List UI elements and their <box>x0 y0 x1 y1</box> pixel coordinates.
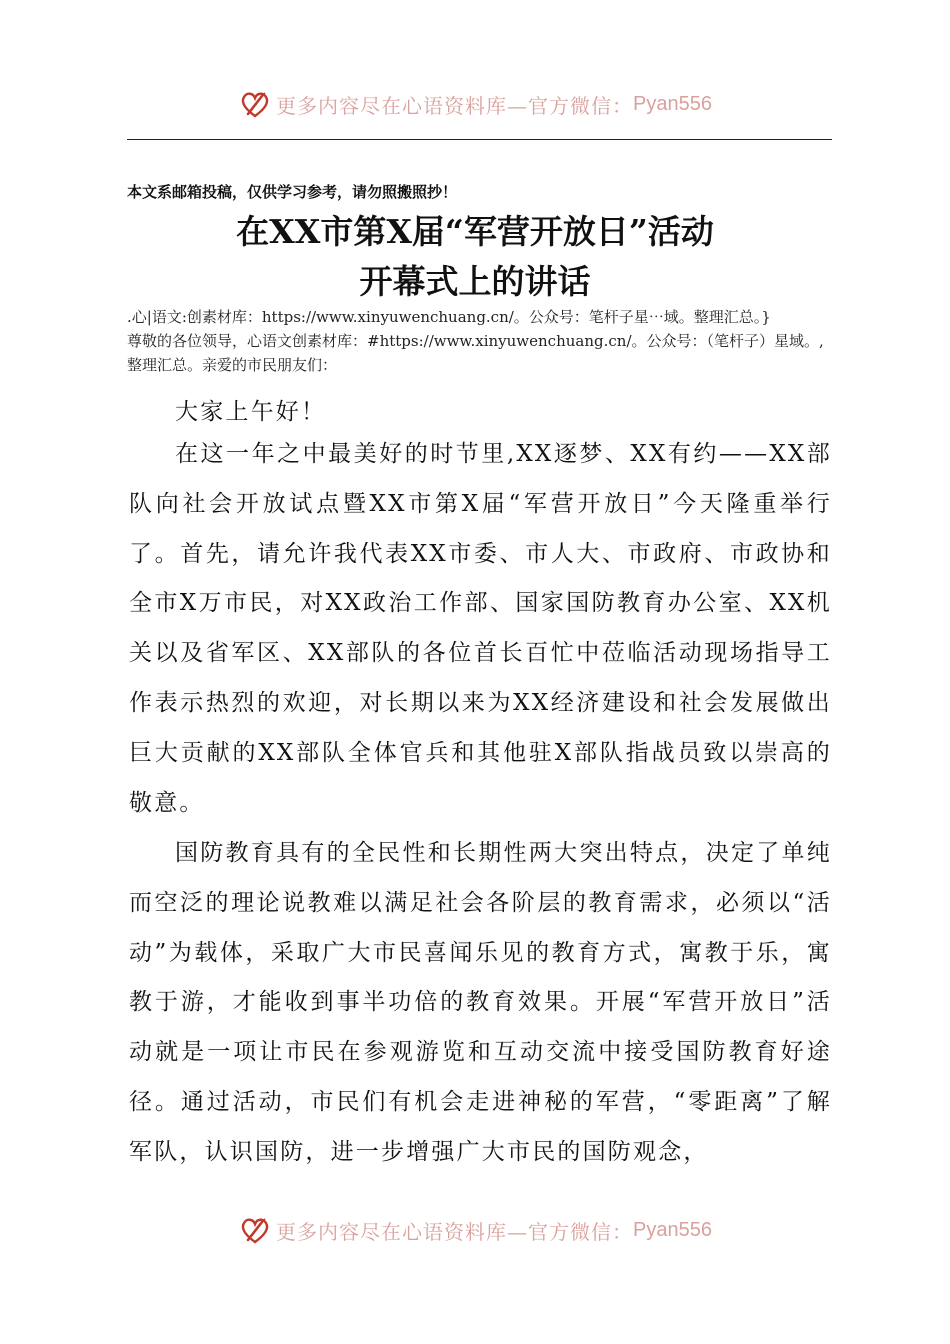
greeting-text: 大家上午好！ <box>175 399 327 425</box>
header-banner <box>0 84 950 124</box>
source-line-2: 尊敬的各位领导，心语文创素材库：#https://www.xinyuwenchuang.cn/。公众号：（笔杆子）星域。,整理汇总。亲爱的市民朋友们： <box>127 332 824 374</box>
banner-text: 更多内容尽在心语资料库—官方微信： <box>276 93 634 118</box>
body-paragraph-2 <box>129 829 832 1178</box>
body-paragraph-1 <box>129 430 832 828</box>
document-title-line-2: 开幕式上的讲话 <box>359 262 591 301</box>
heart-pen-logo-icon <box>238 87 272 121</box>
banner-wechat-id: Pyan556 <box>633 92 712 115</box>
paragraph-text: 国防教育具有的全民性和长期性两大突出特点，决定了单纯而空泛的理论说教难以满足社会各阶层的教育需求，必须以“活动”为载体，采取广大市民喜闻乐见的教育方式，寓教于乐，寓教于游，才能收到事半功倍的教育效果。开展“军营开放日”活动就是一项让市民在参观游览和互动交流中接受国防教育好途径。通过活动，市民们有机会走进神秘的军营，“零距离”了解军队，认识国防，进一步增强广大市民的国防观念， <box>129 840 832 1165</box>
heart-pen-logo-icon <box>238 1213 272 1247</box>
paragraph-text: 在这一年之中最美好的时节里,XX逐梦、XX有约——XX部队向社会开放试点暨XX市第X届“军营开放日”今天隆重举行了。首先，请允许我代表XX市委、市人大、市政府、市政协和全市X万市民，对XX政治工作部、国家国防教育办公室、XX机关以及省军区、XX部队的各位首长百忙中莅临活动现场指导工作表示热烈的欢迎，对长期以来为XX经济建设和社会发展做出巨大贡献的XX部队全体官兵和其他驻X部队指战员致以崇高的敬意。 <box>129 441 832 816</box>
source-line-1: .心|语文:创素材库：https://www.xinyuwenchuang.cn/。公众号：笔杆子星⋯域。整理汇总。} <box>127 308 771 326</box>
header-divider <box>127 139 832 140</box>
banner-wechat-id: Pyan556 <box>633 1218 712 1241</box>
document-title-line-1: 在XX市第X届“军营开放日”活动 <box>236 212 714 251</box>
footer-banner <box>0 1210 950 1250</box>
submission-notice: 本文系邮箱投稿，仅供学习参考，请勿照搬照抄！ <box>127 183 458 201</box>
banner-text: 更多内容尽在心语资料库—官方微信： <box>276 1219 634 1244</box>
